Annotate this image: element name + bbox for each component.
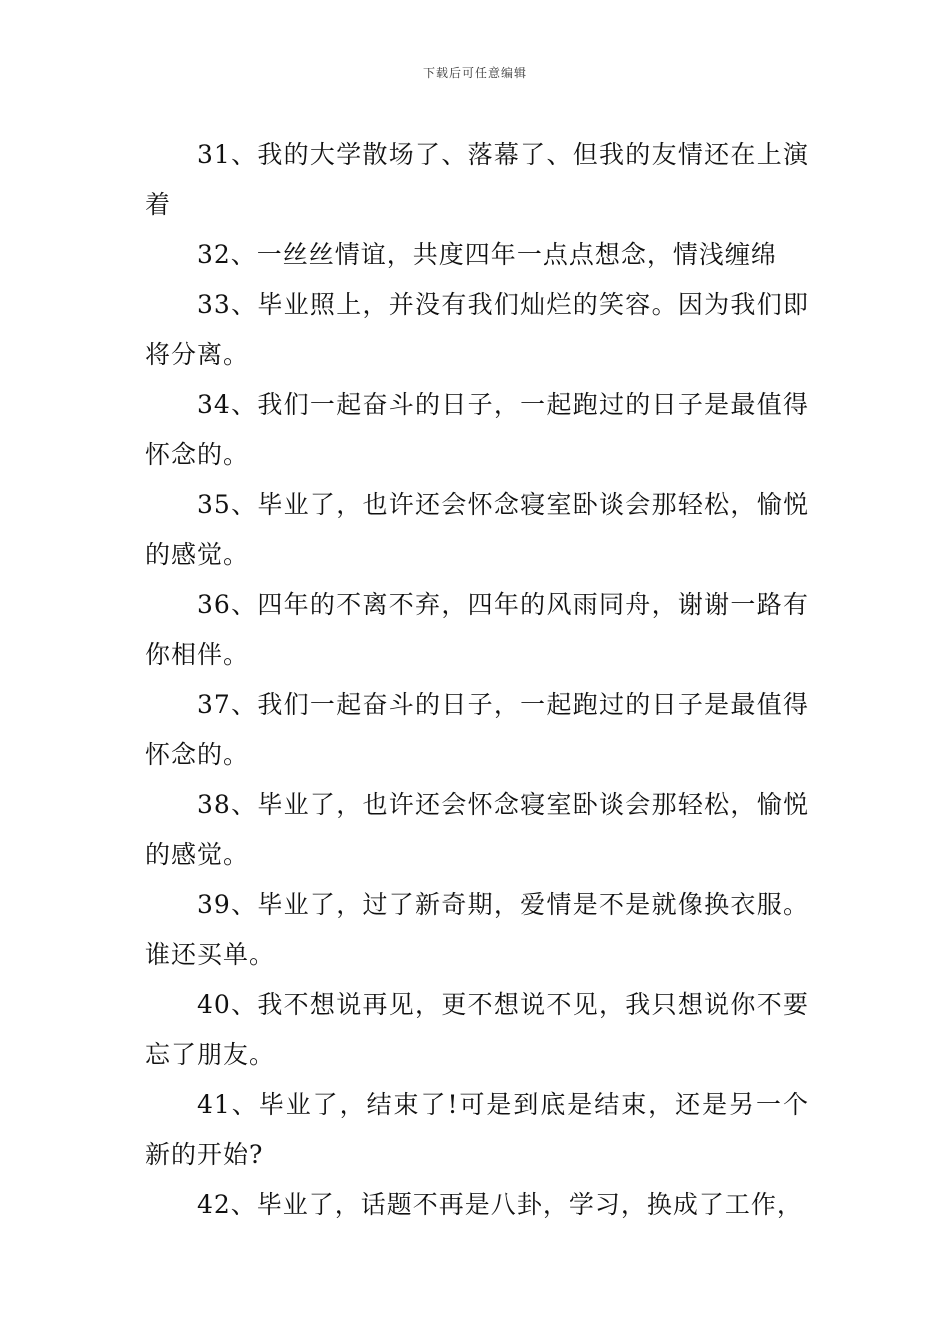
document-body bbox=[145, 130, 809, 1230]
paragraph-34: 34、我们一起奋斗的日子，一起跑过的日子是最值得怀念的。 bbox=[145, 390, 809, 469]
paragraph-36: 36、四年的不离不弃，四年的风雨同舟，谢谢一路有你相伴。 bbox=[145, 590, 809, 669]
paragraph-40: 40、我不想说再见，更不想说不见，我只想说你不要忘了朋友。 bbox=[145, 990, 809, 1069]
page-header: 下载后可任意编辑 bbox=[422, 66, 527, 80]
paragraph-42: 42、毕业了，话题不再是八卦，学习，换成了工作， bbox=[197, 1190, 803, 1219]
paragraph-41: 41、毕业了，结束了!可是到底是结束，还是另一个新的开始? bbox=[145, 1090, 809, 1169]
paragraph-38: 38、毕业了，也许还会怀念寝室卧谈会那轻松，愉悦的感觉。 bbox=[145, 790, 809, 869]
paragraph-39: 39、毕业了，过了新奇期，爱情是不是就像换衣服。谁还买单。 bbox=[145, 890, 809, 969]
paragraph-33: 33、毕业照上，并没有我们灿烂的笑容。因为我们即将分离。 bbox=[145, 290, 809, 369]
paragraph-35: 35、毕业了，也许还会怀念寝室卧谈会那轻松，愉悦的感觉。 bbox=[145, 490, 809, 569]
paragraph-37: 37、我们一起奋斗的日子，一起跑过的日子是最值得怀念的。 bbox=[145, 690, 809, 769]
paragraph-31: 31、我的大学散场了、落幕了、但我的友情还在上演着 bbox=[145, 140, 809, 219]
paragraph-32: 32、一丝丝情谊，共度四年一点点想念，情浅缠绵 bbox=[197, 240, 777, 269]
